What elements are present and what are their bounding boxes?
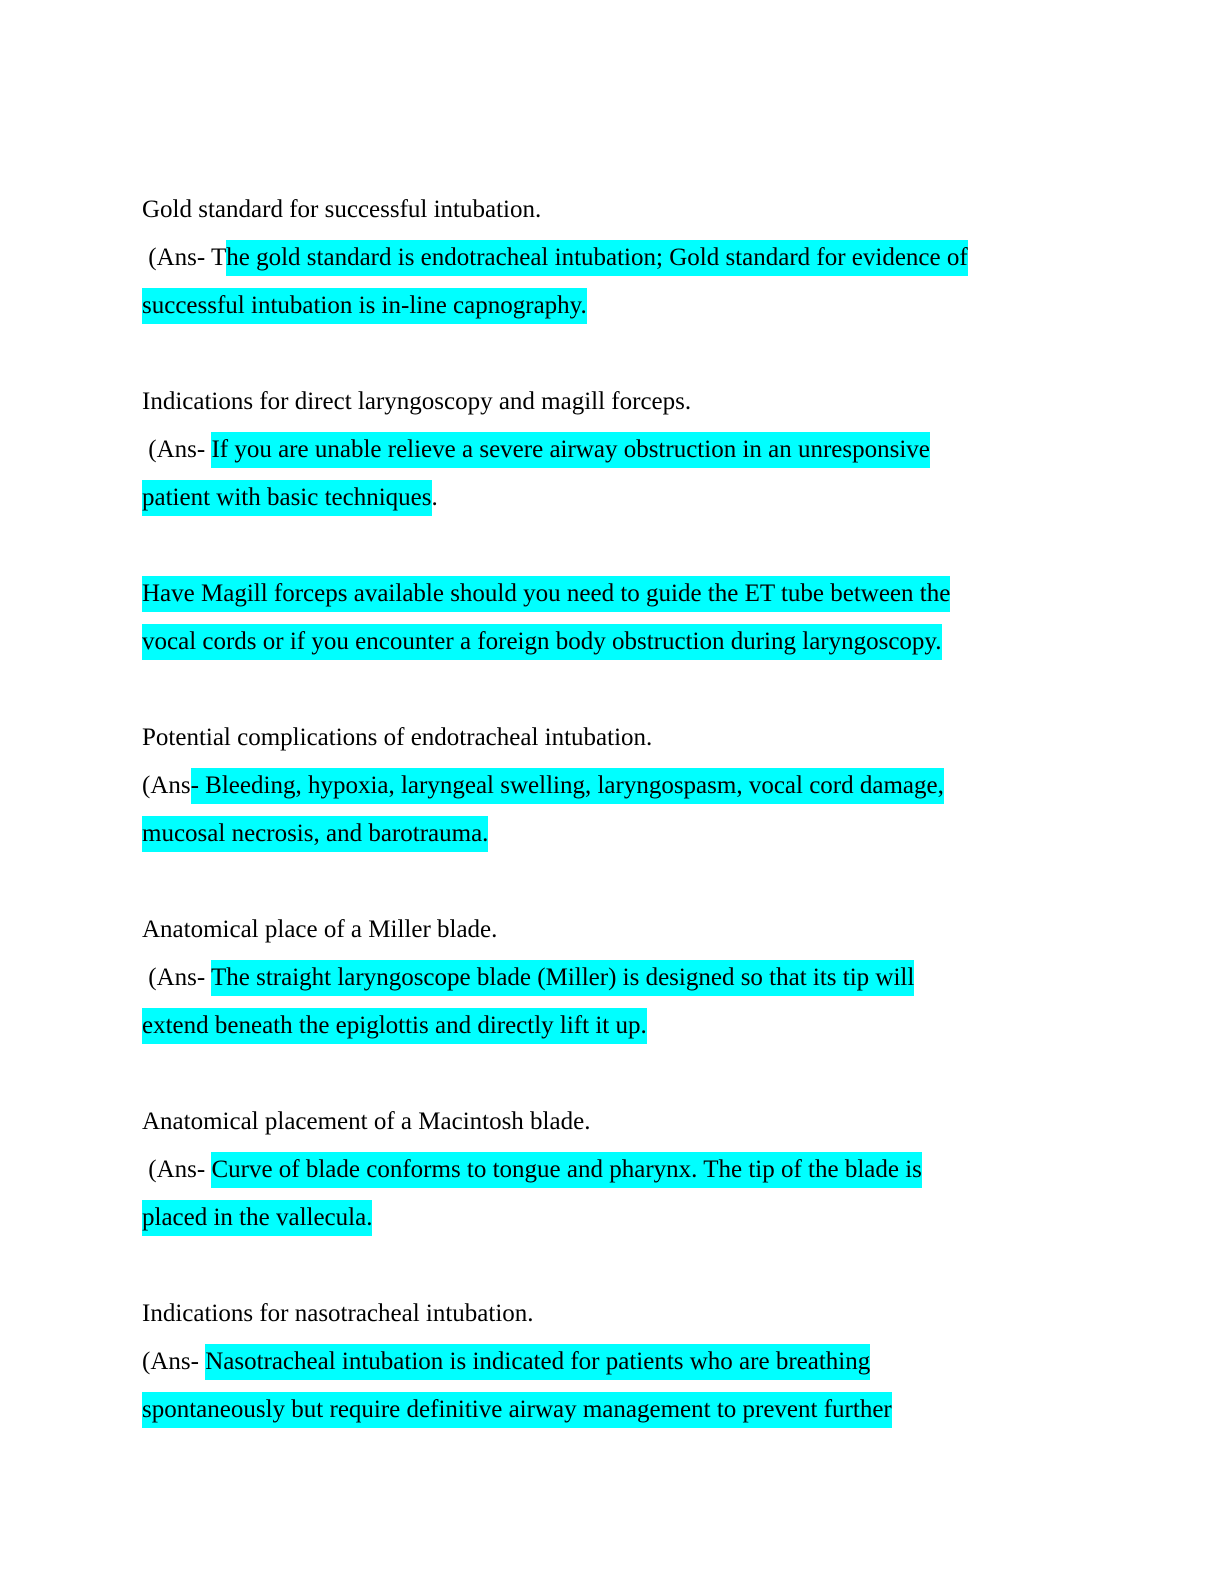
answer-5-prefix: (Ans-: [142, 1156, 212, 1183]
answer-2-extra-line-1: [142, 570, 1082, 618]
answer-2-prefix: (Ans-: [142, 436, 212, 463]
answer-6-line-2: [142, 1386, 1082, 1434]
answer-1-line-2: [142, 282, 1082, 330]
answer-1-highlight-2: successful intubation is in-line capnography.: [142, 288, 587, 324]
answer-4-prefix: (Ans-: [142, 964, 211, 991]
answer-3-highlight-1: - Bleeding, hypoxia, laryngeal swelling, laryngospasm, vocal cord damage,: [191, 768, 944, 804]
answer-2-highlight-1: If you are unable relieve a severe airway obstruction in an unresponsive: [211, 432, 929, 468]
question-6: Indications for nasotracheal intubation.: [142, 1300, 534, 1327]
answer-5-line-1: [142, 1146, 1082, 1194]
answer-2-tail: .: [431, 484, 438, 511]
answer-3-highlight-2: mucosal necrosis, and barotrauma.: [142, 816, 488, 852]
answer-6-highlight-1: Nasotracheal intubation is indicated for patients who are breathing: [205, 1344, 870, 1380]
answer-5-highlight-2: placed in the vallecula.: [142, 1200, 372, 1236]
answer-2-highlight-2: patient with basic techniques: [142, 480, 432, 516]
answer-4-highlight-2: extend beneath the epiglottis and directly lift it up.: [142, 1008, 647, 1044]
question-1: Gold standard for successful intubation.: [142, 196, 542, 223]
question-5: Anatomical placement of a Macintosh blade.: [142, 1108, 591, 1135]
answer-1-prefix: (Ans- T: [142, 244, 227, 271]
answer-3-line-1: [142, 762, 1082, 810]
question-4: Anatomical place of a Miller blade.: [142, 916, 498, 943]
answer-2-extra-line-2: [142, 618, 1082, 666]
answer-2-line-1: [142, 426, 1082, 474]
answer-4-line-2: [142, 1002, 1082, 1050]
answer-3-line-2: [142, 810, 1082, 858]
answer-6-highlight-2: spontaneously but require definitive airway management to prevent further: [142, 1392, 892, 1428]
answer-4-highlight-1: The straight laryngoscope blade (Miller) is designed so that its tip will: [211, 960, 914, 996]
answer-5-highlight-1: Curve of blade conforms to tongue and pharynx. The tip of the blade is: [211, 1152, 921, 1188]
answer-5-line-2: [142, 1194, 1082, 1242]
answer-1-line-1: [142, 234, 1082, 282]
document-page: [142, 186, 1082, 1434]
question-2: Indications for direct laryngoscopy and magill forceps.: [142, 388, 692, 415]
answer-2-extra-highlight-1: Have Magill forceps available should you need to guide the ET tube between the: [142, 576, 950, 612]
answer-2-extra-highlight-2: vocal cords or if you encounter a foreign body obstruction during laryngoscopy.: [142, 624, 942, 660]
answer-6-line-1: [142, 1338, 1082, 1386]
answer-2-line-2: [142, 474, 1082, 522]
answer-3-prefix: (Ans: [142, 772, 191, 799]
answer-4-line-1: [142, 954, 1082, 1002]
answer-1-highlight-1: he gold standard is endotracheal intubation; Gold standard for evidence of: [226, 240, 967, 276]
question-3: Potential complications of endotracheal intubation.: [142, 724, 653, 751]
answer-6-prefix: (Ans-: [142, 1348, 206, 1375]
